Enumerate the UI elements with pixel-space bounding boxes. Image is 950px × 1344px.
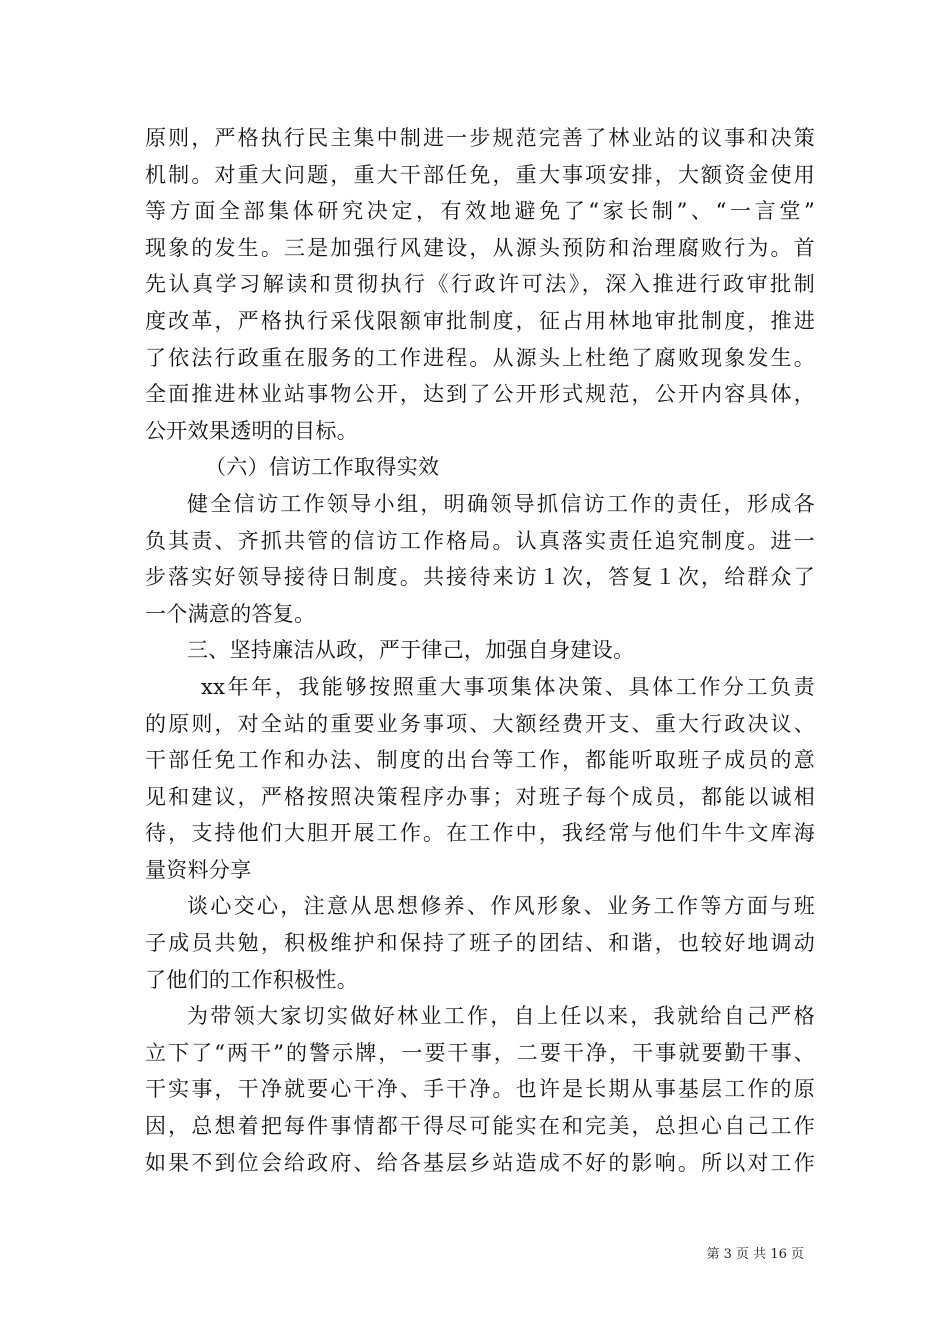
text-line: 等方面全部集体研究决定，有效地避免了“家长制”、“一言堂” — [145, 199, 815, 224]
text-line: 健全信访工作领导小组，明确领导抓信访工作的责任，形成各 — [187, 491, 815, 516]
text-line: 因，总想着把每件事情都干得尽可能实在和完美，总担心自己工作 — [145, 1114, 815, 1139]
text-line: 度改革，严格执行采伐限额审批制度，征占用林地审批制度，推进 — [145, 308, 815, 333]
text-line: 为带领大家切实做好林业工作，自上任以来，我就给自己严格 — [187, 1004, 815, 1029]
text-line: 量资料分享 — [145, 857, 252, 882]
text-line: 公开效果透明的目标。 — [145, 418, 358, 443]
text-line: 步落实好领导接待日制度。共接待来访１次，答复１次，给群众了 — [145, 565, 815, 590]
section-heading: 三、坚持廉洁从政，严于律己，加强自身建设。 — [187, 638, 635, 663]
text-line: 负其责、齐抓共管的信访工作格局。认真落实责任追究制度。进一 — [145, 528, 815, 553]
text-line: 机制。对重大问题，重大干部任免，重大事项安排，大额资金使用 — [145, 162, 815, 187]
text-line: 现象的发生。三是加强行风建设，从源头预防和治理腐败行为。首 — [145, 235, 815, 260]
section-heading: （六）信访工作取得实效 — [205, 455, 440, 480]
text-line: 了依法行政重在服务的工作进程。从源头上杜绝了腐败现象发生。 — [145, 345, 815, 370]
text-line: 先认真学习解读和贯彻执行《行政许可法》，深入推进行政审批制 — [145, 272, 815, 297]
text-line: 的原则，对全站的重要业务事项、大额经费开支、重大行政决议、 — [145, 711, 815, 736]
page-number: 第 3 页 共 16 页 — [706, 1247, 804, 1262]
text-line: 待，支持他们大胆开展工作。在工作中，我经常与他们牛牛文库海 — [145, 821, 815, 846]
text-line: 干实事，干净就要心干净、手干净。也许是长期从事基层工作的原 — [145, 1077, 815, 1102]
text-line: 原则，严格执行民主集中制进一步规范完善了林业站的议事和决策 — [145, 126, 815, 150]
text-line: xx年年，我能够按照重大事项集体决策、具体工作分工负责 — [201, 674, 815, 699]
text-line: 全面推进林业站事物公开，达到了公开形式规范，公开内容具体， — [145, 382, 815, 407]
text-line: 了他们的工作积极性。 — [145, 967, 358, 992]
text-line: 子成员共勉，积极维护和保持了班子的团结、和谐，也较好地调动 — [145, 931, 815, 956]
text-line: 干部任免工作和办法、制度的出台等工作，都能听取班子成员的意 — [145, 748, 815, 773]
text-line: 一个满意的答复。 — [145, 601, 316, 626]
text-line: 谈心交心，注意从思想修养、作风形象、业务工作等方面与班 — [187, 894, 815, 919]
text-line: 立下了“两干”的警示牌，一要干事，二要干净，干事就要勤干事、 — [145, 1040, 815, 1065]
document-body — [145, 120, 815, 1181]
text-line: 如果不到位会给政府、给各基层乡站造成不好的影响。所以对工作 — [145, 1150, 815, 1175]
text-line: 见和建议，严格按照决策程序办事；对班子每个成员，都能以诚相 — [145, 784, 815, 809]
